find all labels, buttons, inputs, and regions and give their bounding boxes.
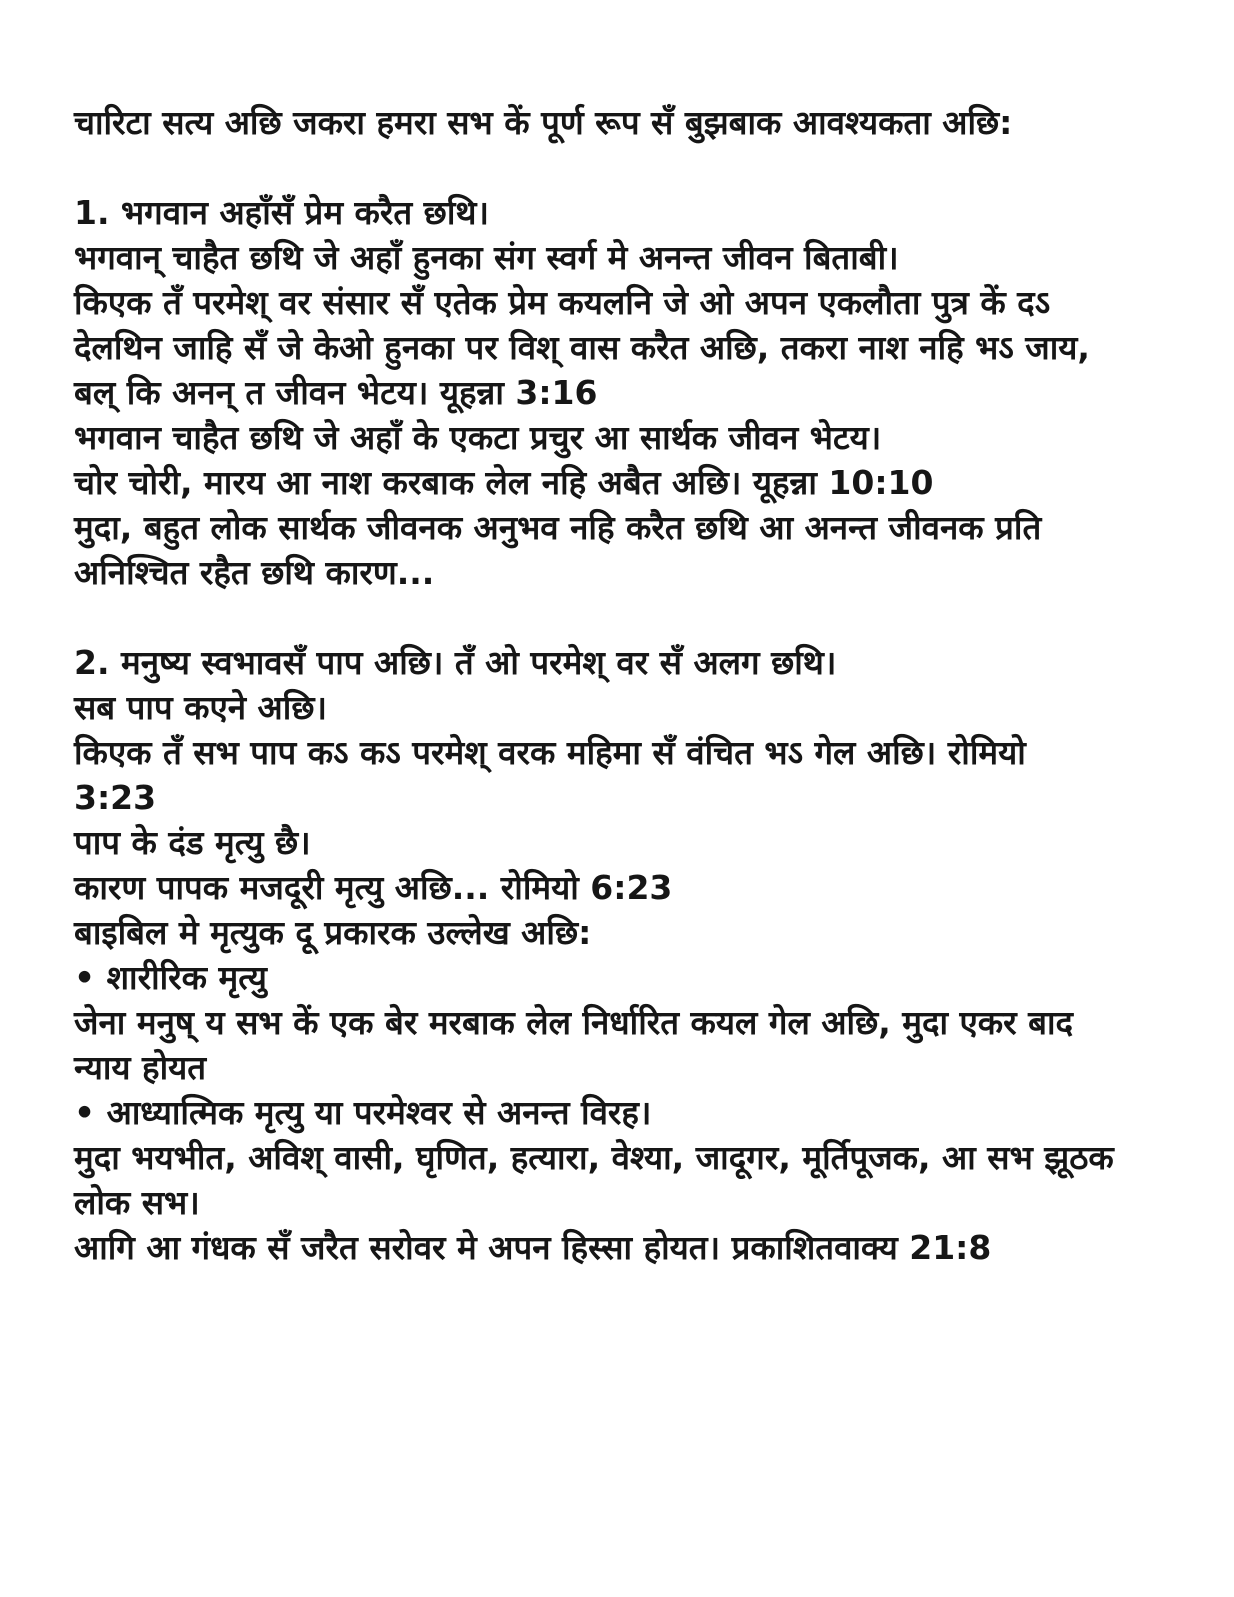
section1-line: देलथिन जाहि सँ जे केओ हुनका पर विश् वास करैत अछि, तकरा नाश नहि भऽ जाय, bbox=[74, 328, 1090, 367]
section2-line: मुदा भयभीत, अविश् वासी, घृणित, हत्यारा, वेश्या, जादूगर, मूर्तिपूजक, आ सभ झूठक bbox=[74, 1138, 1114, 1177]
section1-line: भगवान् चाहैत छथि जे अहाँ हुनका संग स्वर्ग मे अनन्त जीवन बिताबी। bbox=[74, 238, 899, 277]
section1-line: मुदा, बहुत लोक सार्थक जीवनक अनुभव नहि करैत छथि आ अनन्त जीवनक प्रति bbox=[74, 508, 1042, 547]
section2-line: लोक सभ। bbox=[74, 1183, 200, 1222]
section1-line: बल् कि अनन् त जीवन भेटय। यूहन्ना 3:16 bbox=[74, 373, 598, 412]
section1-line: किएक तँ परमेश् वर संसार सँ एतेक प्रेम कयलनि जे ओ अपन एकलौता पुत्र कें दऽ bbox=[74, 283, 1051, 322]
bullet-line: • शारीरिक मृत्यु bbox=[74, 958, 267, 997]
section2-line: सब पाप कएने अछि। bbox=[74, 688, 327, 727]
section2-line: आगि आ गंधक सँ जरैत सरोवर मे अपन हिस्सा होयत। प्रकाशितवाक्य 21:8 bbox=[74, 1228, 992, 1267]
section2-line: बाइबिल मे मृत्युक दू प्रकारक उल्लेख अछि: bbox=[74, 913, 592, 952]
section2-line: जेना मनुष् य सभ कें एक बेर मरबाक लेल निर्धारित कयल गेल अछि, मुदा एकर बाद bbox=[74, 1003, 1074, 1042]
section2-line: कारण पापक मजदूरी मृत्यु अछि... रोमियो 6:23 bbox=[74, 868, 673, 907]
section1-line: चोर चोरी, मारय आ नाश करबाक लेल नहि अबैत अछि। यूहन्ना 10:10 bbox=[74, 463, 934, 502]
spacer bbox=[74, 145, 1164, 190]
document-page bbox=[74, 100, 1164, 1270]
intro-line: चारिटा सत्य अछि जकरा हमरा सभ कें पूर्ण रूप सँ बुझबाक आवश्यकता अछि: bbox=[74, 103, 1013, 142]
section2-line: न्याय होयत bbox=[74, 1048, 207, 1087]
spacer bbox=[74, 595, 1164, 640]
section2-heading: 2. मनुष्य स्वभावसँ पाप अछि। तँ ओ परमेश् वर सँ अलग छथि। bbox=[74, 643, 837, 682]
section1-line: भगवान चाहैत छथि जे अहाँ के एकटा प्रचुर आ सार्थक जीवन भेटय। bbox=[74, 418, 882, 457]
section2-line: 3:23 bbox=[74, 778, 157, 817]
section2-line: किएक तँ सभ पाप कऽ कऽ परमेश् वरक महिमा सँ वंचित भऽ गेल अछि। रोमियो bbox=[74, 733, 1026, 772]
bullet-line: • आध्यात्मिक मृत्यु या परमेश्वर से अनन्त विरह। bbox=[74, 1093, 652, 1132]
section2-line: पाप के दंड मृत्यु छै। bbox=[74, 823, 311, 862]
section1-line: अनिश्चित रहैत छथि कारण... bbox=[74, 553, 435, 592]
section1-heading: 1. भगवान अहाँसँ प्रेम करैत छथि। bbox=[74, 193, 489, 232]
